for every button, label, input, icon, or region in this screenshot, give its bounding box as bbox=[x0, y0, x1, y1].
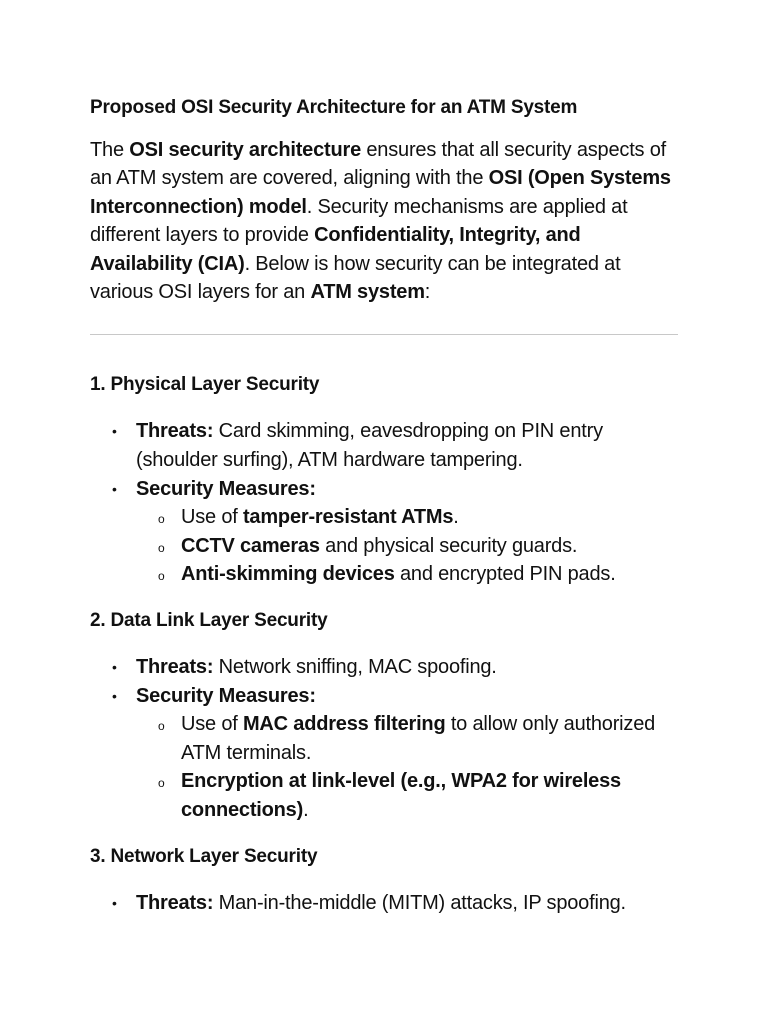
sub-list-item bbox=[136, 767, 678, 824]
sub-list-item bbox=[136, 532, 678, 561]
sub-list-item bbox=[136, 503, 678, 532]
section-3-list bbox=[90, 889, 678, 918]
intro-bold-3: Confidentiality, Integrity, and Availability (CIA) bbox=[90, 224, 581, 275]
section-heading-data-link-layer: 2. Data Link Layer Security bbox=[90, 610, 328, 631]
horizontal-divider bbox=[90, 334, 678, 335]
document-title: Proposed OSI Security Architecture for an ATM System bbox=[90, 97, 578, 118]
list-item-security-measures bbox=[90, 682, 678, 825]
measures-label: Security Measures: bbox=[136, 684, 316, 707]
measure-text-post: and physical security guards. bbox=[319, 534, 578, 557]
intro-text-5: : bbox=[424, 281, 431, 304]
intro-text-2: ensures that all security aspects of an ATM system are covered, aligning with the bbox=[90, 139, 666, 190]
bullet-icon: • bbox=[112, 894, 117, 911]
measures-sublist bbox=[136, 503, 678, 589]
measure-text-post: . bbox=[453, 506, 459, 529]
measures-sublist bbox=[136, 710, 678, 824]
sub-list-item bbox=[136, 710, 678, 767]
section-heading-network-layer: 3. Network Layer Security bbox=[90, 845, 318, 867]
intro-text-1: The bbox=[90, 139, 130, 161]
measures-label: Security Measures: bbox=[136, 477, 316, 500]
measure-text-bold: tamper-resistant ATMs bbox=[242, 506, 454, 529]
threats-text: Network sniffing, MAC spoofing. bbox=[213, 656, 497, 678]
sub-bullet-icon: o bbox=[158, 719, 165, 734]
sub-list-item bbox=[136, 560, 678, 589]
threats-label: Threats: bbox=[136, 420, 214, 443]
intro-text-4: . Below is how security can be integrated at various OSI layers for an bbox=[90, 252, 621, 304]
measure-text-pre: Use of bbox=[181, 506, 243, 529]
sub-bullet-icon: o bbox=[158, 569, 165, 584]
list-item-threats bbox=[90, 653, 678, 682]
measure-text-post: . bbox=[303, 798, 309, 821]
intro-bold-4: ATM system bbox=[310, 281, 425, 304]
sub-bullet-icon: o bbox=[158, 776, 165, 791]
bullet-icon: • bbox=[112, 659, 117, 675]
threats-label: Threats: bbox=[136, 891, 214, 914]
threats-text: Man-in-the-middle (MITM) attacks, IP spoofing. bbox=[213, 891, 626, 914]
intro-bold-1: OSI security architecture bbox=[129, 139, 362, 161]
threats-text: Card skimming, eavesdropping on PIN entry (shoulder surfing), ATM hardware tampering. bbox=[136, 420, 603, 472]
measure-text-bold: MAC address filtering bbox=[242, 713, 446, 736]
list-item-threats bbox=[90, 417, 678, 474]
measure-text-pre: Use of bbox=[181, 713, 243, 736]
list-item-threats bbox=[90, 889, 678, 918]
intro-paragraph bbox=[90, 136, 678, 306]
list-item-security-measures bbox=[90, 475, 678, 589]
bullet-icon: • bbox=[112, 687, 117, 704]
sub-bullet-icon: o bbox=[158, 512, 165, 527]
measure-text-bold: Encryption at link-level (e.g., WPA2 for wireless connections) bbox=[181, 770, 621, 821]
measure-text-bold: CCTV cameras bbox=[181, 534, 320, 557]
bullet-icon: • bbox=[112, 480, 117, 497]
section-heading-physical-layer: 1. Physical Layer Security bbox=[90, 374, 320, 396]
measure-text-bold: Anti-skimming devices bbox=[181, 563, 395, 586]
threats-label: Threats: bbox=[136, 656, 214, 678]
intro-text-3: . Security mechanisms are applied at different layers to provide bbox=[90, 195, 628, 247]
measure-text-post: to allow only authorized ATM terminals. bbox=[181, 713, 656, 764]
measure-text-post: and encrypted PIN pads. bbox=[394, 563, 616, 586]
bullet-icon: • bbox=[112, 423, 117, 440]
section-2-list bbox=[90, 653, 678, 825]
sub-bullet-icon: o bbox=[158, 540, 165, 555]
intro-bold-2: OSI (Open Systems Interconnection) model bbox=[90, 167, 671, 218]
section-1-list bbox=[90, 417, 678, 589]
